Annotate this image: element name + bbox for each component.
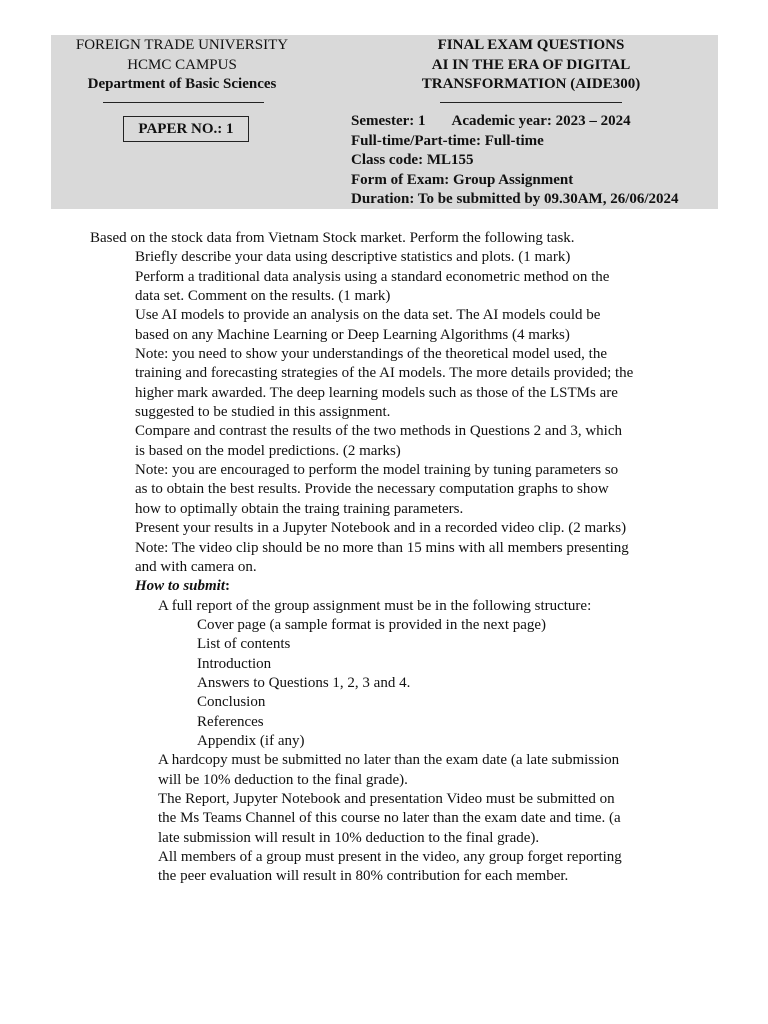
question-5-note — [0, 539, 768, 578]
list-item: References — [197, 713, 264, 730]
text-line: Note: you need to show your understandings of the theoretical model used, the — [135, 346, 607, 363]
list-item: Conclusion — [197, 694, 266, 711]
text-line: The Report, Jupyter Notebook and presentation Video must be submitted on — [158, 790, 615, 807]
text-line: late submission will result in 10% deduction to the final grade). — [158, 829, 540, 846]
text-line: Note: The video clip should be no more than 15 mins with all members presenting — [135, 539, 629, 556]
list-item: Cover page (a sample format is provided in the next page) — [197, 616, 547, 633]
exam-duration: Duration: To be submitted by 09.30AM, 26/06/2024 — [351, 191, 679, 207]
report-structure-intro: A full report of the group assignment must be in the following structure: — [158, 597, 592, 614]
text-line: based on any Machine Learning or Deep Learning Algorithms (4 marks) — [135, 326, 570, 343]
text-line: Compare and contrast the results of the two methods in Questions 2 and 3, which — [135, 423, 622, 440]
intro-text: Based on the stock data from Vietnam Stock market. Perform the following task. — [90, 230, 575, 246]
hardcopy-rule — [0, 751, 768, 790]
question-4 — [0, 422, 768, 461]
list-item: Appendix (if any) — [197, 732, 305, 749]
question-5: Present your results in a Jupyter Notebook and in a recorded video clip. (2 marks) — [135, 520, 627, 537]
list-item: Introduction — [197, 655, 272, 672]
text-line: how to optimally obtain the traing training parameters. — [135, 500, 464, 517]
how-to-submit-heading — [0, 577, 768, 596]
text-line: A hardcopy must be submitted no later than the exam date (a late submission — [158, 752, 620, 769]
university-name: FOREIGN TRADE UNIVERSITY — [75, 37, 289, 53]
exam-title-line-2: AI IN THE ERA OF DIGITAL — [431, 56, 631, 73]
text-line: Note: you are encouraged to perform the model training by tuning parameters so — [135, 462, 619, 479]
text-line: suggested to be studied in this assignment. — [135, 404, 391, 421]
text-line: will be 10% deduction to the final grade). — [158, 771, 408, 788]
how-to-submit-colon: : — [225, 578, 231, 595]
text-line: the peer evaluation will result in 80% contribution for each member. — [158, 868, 569, 885]
study-mode: Full-time/Part-time: Full-time — [351, 132, 544, 149]
text-line: as to obtain the best results. Provide the necessary computation graphs to show — [135, 481, 609, 498]
teams-submission-rule — [0, 790, 768, 848]
text-line: training and forecasting strategies of the AI models. The more details provided; the — [135, 365, 634, 382]
semester: Semester: 1 — [351, 113, 426, 129]
class-code: Class code: ML155 — [351, 152, 474, 168]
exam-form: Form of Exam: Group Assignment — [351, 171, 574, 188]
text-line: is based on the model predictions. (2 marks) — [135, 442, 401, 459]
members-rule — [0, 848, 768, 887]
report-structure-list — [0, 616, 768, 751]
question-3 — [0, 306, 768, 345]
list-item: List of contents — [197, 636, 291, 653]
semester-line — [351, 112, 717, 132]
question-3-note — [0, 345, 768, 422]
text-line: the Ms Teams Channel of this course no later than the exam date and time. (a — [158, 810, 621, 827]
campus-name: HCMC CAMPUS — [127, 56, 237, 73]
exam-header — [51, 35, 718, 209]
divider-right — [440, 102, 622, 103]
text-line: data set. Comment on the results. (1 mark) — [135, 288, 391, 305]
question-2 — [0, 268, 768, 307]
text-line: Use AI models to provide an analysis on the data set. The AI models could be — [135, 307, 601, 324]
divider-left — [103, 102, 264, 103]
text-line: All members of a group must present in the video, any group forget reporting — [158, 849, 622, 865]
question-4-note — [0, 461, 768, 519]
text-line: and with camera on. — [135, 558, 257, 575]
text-line: higher mark awarded. The deep learning models such as those of the LSTMs are — [135, 384, 618, 401]
university-block — [51, 36, 313, 95]
exam-title-block — [351, 36, 711, 95]
text-line: Perform a traditional data analysis using a standard econometric method on the — [135, 268, 610, 285]
list-item: Answers to Questions 1, 2, 3 and 4. — [197, 674, 411, 691]
question-1: Briefly describe your data using descriptive statistics and plots. (1 mark) — [135, 249, 571, 266]
academic-year: Academic year: 2023 – 2024 — [451, 113, 631, 129]
paper-number-box: PAPER NO.: 1 — [123, 116, 249, 142]
department-name: Department of Basic Sciences — [87, 76, 277, 92]
exam-info-block — [351, 112, 717, 210]
exam-title-line-1: FINAL EXAM QUESTIONS — [437, 37, 625, 53]
exam-title-line-3: TRANSFORMATION (AIDE300) — [421, 76, 641, 92]
how-to-submit-label: How to submit — [135, 578, 226, 595]
exam-body — [0, 229, 768, 887]
